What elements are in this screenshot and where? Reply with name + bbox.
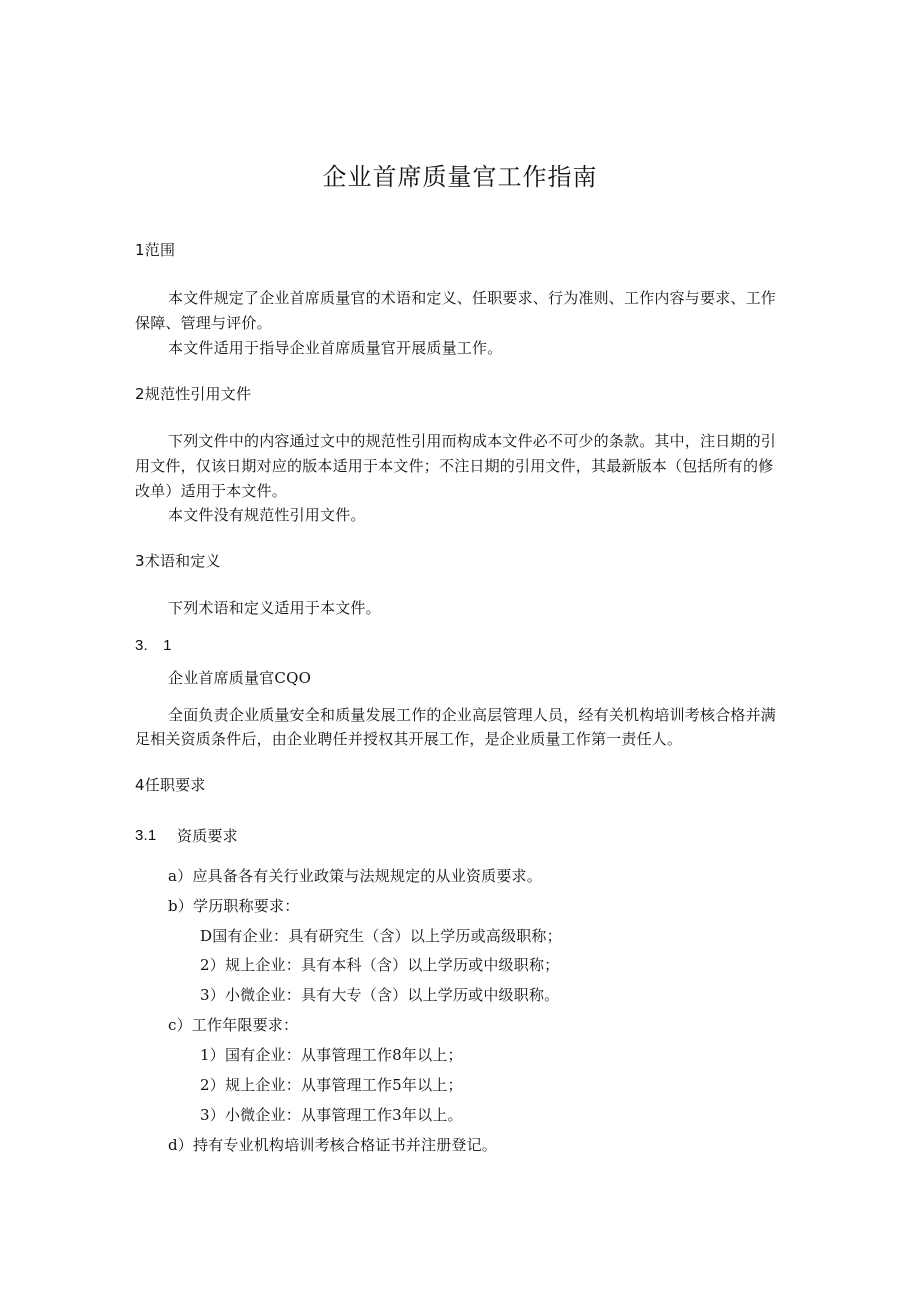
section-1-paragraph-2: 本文件适用于指导企业首席质量官开展质量工作。 bbox=[168, 339, 503, 357]
section-4-heading: 4任职要求 bbox=[135, 776, 206, 794]
list-item-c-2: 2）规上企业：从事管理工作5年以上； bbox=[200, 1076, 463, 1094]
list-item-d: d）持有专业机构培训考核合格证书并注册登记。 bbox=[168, 1136, 498, 1154]
term-number: 3. 1 bbox=[135, 637, 172, 654]
term-definition-line-2: 足相关资质条件后，由企业聘任并授权其开展工作，是企业质量工作第一责任人。 bbox=[135, 730, 683, 748]
document-title: 企业首席质量官工作指南 bbox=[322, 163, 598, 191]
list-item-c: c）工作年限要求： bbox=[168, 1016, 299, 1034]
list-item-b-1: D国有企业：具有研究生（含）以上学历或高级职称； bbox=[200, 927, 562, 945]
subsection-title: 资质要求 bbox=[177, 827, 238, 845]
section-2-heading: 2规范性引用文件 bbox=[135, 385, 252, 403]
section-3-heading: 3术语和定义 bbox=[135, 552, 221, 570]
section-1-paragraph-1-line-1: 本文件规定了企业首席质量官的术语和定义、任职要求、行为准则、工作内容与要求、工作 bbox=[168, 289, 777, 307]
list-item-c-3: 3）小微企业：从事管理工作3年以上。 bbox=[200, 1106, 463, 1124]
term-name: 企业首席质量官CQO bbox=[168, 669, 312, 687]
subsection-number: 3.1 bbox=[135, 827, 157, 844]
list-item-b-2: 2）规上企业：具有本科（含）以上学历或中级职称； bbox=[200, 956, 560, 974]
section-3-paragraph-1: 下列术语和定义适用于本文件。 bbox=[168, 599, 381, 617]
section-2-paragraph-2: 本文件没有规范性引用文件。 bbox=[168, 506, 366, 524]
section-2-paragraph-1-line-1: 下列文件中的内容通过文中的规范性引用而构成本文件必不可少的条款。其中，注日期的引 bbox=[168, 432, 777, 450]
section-2-paragraph-1-line-2: 用文件，仅该日期对应的版本适用于本文件；不注日期的引用文件，其最新版本（包括所有的修 bbox=[135, 457, 774, 475]
term-definition-line-1: 全面负责企业质量安全和质量发展工作的企业高层管理人员，经有关机构培训考核合格并满 bbox=[168, 706, 777, 724]
list-item-c-1: 1）国有企业：从事管理工作8年以上； bbox=[200, 1046, 463, 1064]
list-item-a: a）应具备各有关行业政策与法规规定的从业资质要求。 bbox=[168, 867, 542, 885]
section-2-paragraph-1-line-3: 改单）适用于本文件。 bbox=[135, 482, 288, 500]
section-1-heading: 1范围 bbox=[135, 241, 176, 259]
section-1-paragraph-1-line-2: 保障、管理与评价。 bbox=[135, 314, 272, 332]
list-item-b: b）学历职称要求： bbox=[168, 897, 300, 915]
list-item-b-3: 3）小微企业：具有大专（含）以上学历或中级职称。 bbox=[200, 986, 560, 1004]
